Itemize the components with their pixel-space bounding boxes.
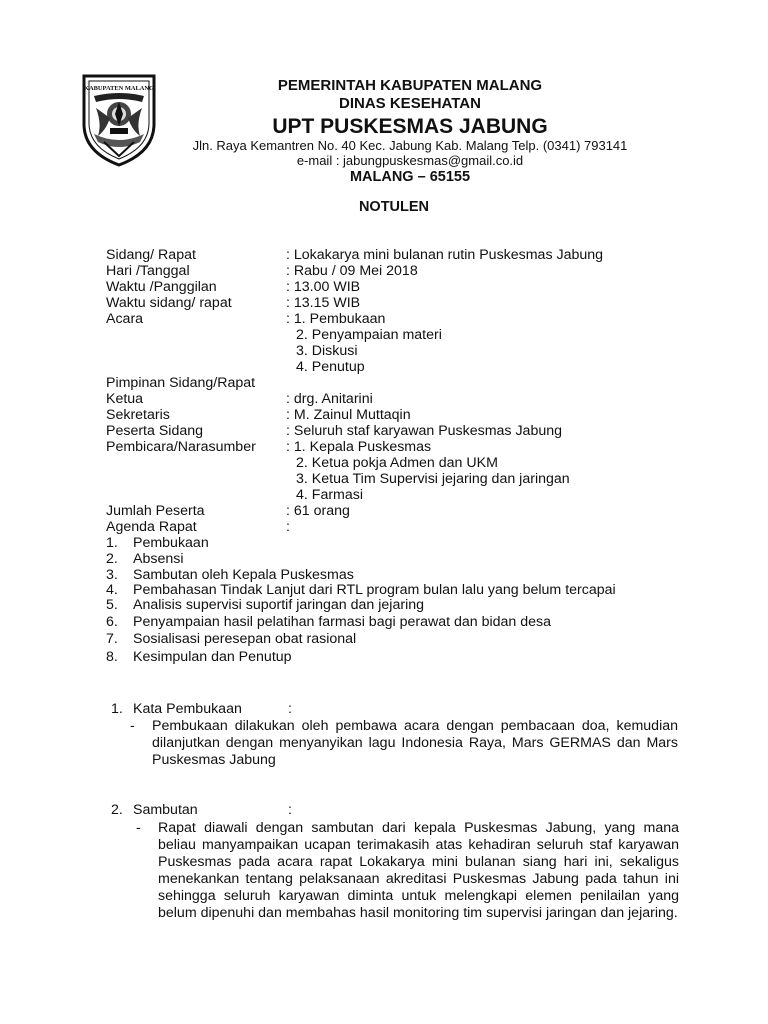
info-label: Hari /Tanggal [106,263,190,279]
info-label: Pembicara/Narasumber [106,439,256,455]
letterhead-government: PEMERINTAH KABUPATEN MALANG [277,77,543,94]
info-label: Sidang/ Rapat [106,247,196,263]
info-row [106,407,706,423]
agenda-text: Penyampaian hasil pelatihan farmasi bagi perawat dan bidan desa [133,614,552,630]
bullet-dash: - [136,820,141,836]
info-row [106,279,706,295]
acara-item: 3. Diskusi [296,343,358,359]
pimpinan-heading [106,375,706,391]
agenda-number: 1. [106,535,118,551]
agenda-text: Pembahasan Tindak Lanjut dari RTL program bulan lalu yang belum tercapai [133,582,616,598]
logo-text: KABUPATEN MALANG [84,85,154,92]
kabupaten-malang-logo [80,72,158,168]
info-value: : M. Zainul Muttaqin [286,407,411,423]
pembicara-item: 2. Ketua pokja Admen dan UKM [296,455,498,471]
info-value: : 61 orang [286,503,350,519]
agenda-number: 4. [106,582,118,598]
letterhead-department: DINAS KESEHATAN [339,95,481,112]
info-label: Jumlah Peserta [106,503,205,519]
info-value: : 1. Pembukaan [286,311,386,327]
info-row [106,311,706,327]
info-row [106,503,706,519]
info-value: : 13.15 WIB [286,295,361,311]
agenda-number: 8. [106,649,118,665]
info-value: : Lokakarya mini bulanan rutin Puskesmas Jabung [286,247,604,263]
bullet-dash: - [130,718,135,734]
acara-item: 2. Penyampaian materi [296,327,442,343]
letterhead-email: e-mail : jabungpuskesmas@gmail.co.id [296,153,524,168]
pimpinan-heading-text: Pimpinan Sidang/Rapat [106,375,256,391]
info-value: : drg. Anitarini [286,391,373,407]
section-title: Kata Pembukaan [133,701,242,717]
letterhead-address: Jln. Raya Kemantren No. 40 Kec. Jabung Kab. Malang Telp. (0341) 793141 [192,138,628,153]
agenda-number: 7. [106,631,118,647]
agenda-number: 3. [106,567,118,583]
agenda-text: Sambutan oleh Kepala Puskesmas [133,567,354,583]
agenda-number: 2. [106,551,118,567]
pembicara-item: 4. Farmasi [296,487,364,503]
info-row [106,519,706,535]
info-label: Sekretaris [106,407,170,423]
agenda-number: 5. [106,597,118,613]
info-row [106,391,706,407]
agenda-number: 6. [106,614,118,630]
letterhead-city: MALANG – 65155 [349,169,471,185]
info-label: Peserta Sidang [106,423,204,439]
info-row [106,295,706,311]
section-paragraph: Pembukaan dilakukan oleh pembawa acara dengan pembacaan doa, kemudian dilanjutkan dengan menyanyikan lagu Indonesia Raya, Mars GERMAS dan Mars Puskesmas Jabung [152,718,678,768]
info-value: : Seluruh staf karyawan Puskesmas Jabung [286,423,563,439]
agenda-text: Analisis supervisi suportif jaringan dan jejaring [133,597,424,613]
section-number: 2. [111,802,123,818]
info-row [106,423,706,439]
section-number: 1. [111,701,123,717]
info-row [106,439,706,455]
info-row [106,263,706,279]
info-label: Acara [106,311,144,327]
info-value: : 1. Kepala Puskesmas [286,439,432,455]
letterhead-institution: UPT PUSKESMAS JABUNG [272,115,548,138]
agenda-text: Absensi [133,551,184,567]
info-value: : [286,519,290,535]
agenda-text: Sosialisasi peresepan obat rasional [133,631,357,647]
section-colon: : [288,802,292,818]
section-colon: : [288,701,292,717]
info-value: : Rabu / 09 Mei 2018 [286,263,418,279]
info-label: Waktu /Panggilan [106,279,217,295]
info-label: Ketua [106,391,144,407]
agenda-text: Kesimpulan dan Penutup [133,649,292,665]
document-title: NOTULEN [358,199,430,215]
section-title: Sambutan [133,802,198,818]
info-value: : 13.00 WIB [286,279,361,295]
agenda-text: Pembukaan [133,535,209,551]
info-label: Waktu sidang/ rapat [106,295,232,311]
pembicara-item: 3. Ketua Tim Supervisi jejaring dan jaringan [296,471,570,487]
section-paragraph: Rapat diawali dengan sambutan dari kepala Puskesmas Jabung, yang mana beliau manyampaikan ucapan terimakasih atas kehadiran seluruh staf karyawan Puskesmas pada acara rapat Lokakarya mini bulanan siang hari ini, sekaligus menekankan tentang pelaksanaan akreditasi Puskesmas Jabung pada tahun ini sehingga seluruh karyawan diminta untuk melengkapi elemen penilailan yang belum dipenuhi dan membahas hasil monitoring tim supervisi jaringan dan jejaring. [158,820,679,921]
info-row [106,247,706,263]
acara-item: 4. Penutup [296,359,365,375]
info-label: Agenda Rapat [106,519,197,535]
